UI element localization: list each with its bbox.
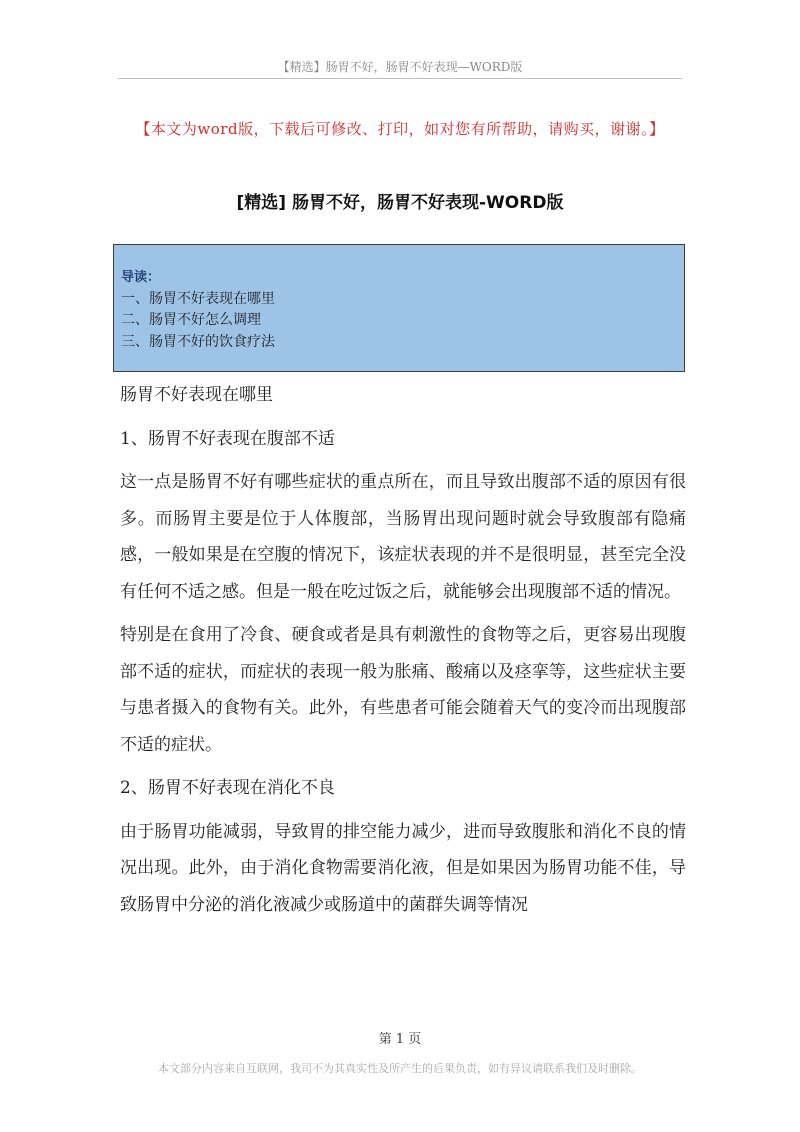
footer-disclaimer: 本文部分内容来自互联网，我司不为其真实性及所产生的后果负责，如有异议请联系我们及时删除。 [158,1062,642,1075]
subheading-indigestion: 2、肠胃不好表现在消化不良 [120,778,335,798]
document-body [120,377,686,930]
guide-item-2: 二、肠胃不好怎么调理 [121,312,261,328]
subheading-abdominal-discomfort: 1、肠胃不好表现在腹部不适 [120,428,335,449]
guide-item-1: 一、肠胃不好表现在哪里 [121,290,275,307]
running-header: 【精选】肠胃不好，肠胃不好表现—WORD版 [277,60,523,74]
paragraph-1: 这一点是肠胃不好有哪些症状的重点所在，而且导致出腹部不适的原因有很多。而肠胃主要是位于人体腹部，当肠胃出现问题时就会导致腹部有隐痛感，一般如果是在空腹的情况下，该症状表现的并不是很明显，甚至完全没有任何不适之感。但是一般在吃过饭之后，就能够会出现腹部不适的情况。 [120,472,686,602]
section-heading: 肠胃不好表现在哪里 [120,385,273,405]
word-version-notice: 【本文为word版，下载后可修改、打印，如对您有所帮助，请购买，谢谢。】 [135,120,665,138]
guide-box [113,244,685,372]
document-title: [精选] 肠胃不好，肠胃不好表现-WORD版 [236,193,564,213]
page-number: 第 1 页 [378,1032,422,1047]
guide-label: 导读： [121,270,161,285]
paragraph-3: 由于肠胃功能减弱，导致胃的排空能力减少，进而导致腹胀和消化不良的情况出现。此外，由于消化食物需要消化液，但是如果因为肠胃功能不佳，导致肠胃中分泌的消化液减少或肠道中的菌群失调等情况 [120,821,686,915]
paragraph-2: 特别是在食用了冷食、硬食或者是具有刺激性的食物等之后，更容易出现腹部不适的症状，而症状的表现一般为胀痛、酸痛以及痉挛等，这些症状主要与患者摄入的食物有关。此外，有些患者可能会随着天气的变冷而出现腹部不适的症状。 [120,625,686,755]
guide-item-3: 三、肠胃不好的饮食疗法 [121,333,275,350]
header-divider [118,78,682,79]
